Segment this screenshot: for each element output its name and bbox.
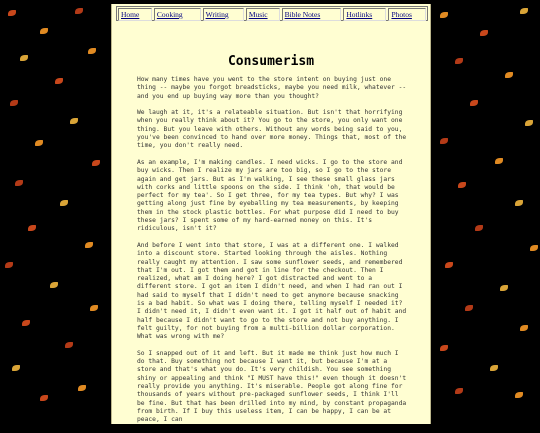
article-body: [137, 76, 407, 433]
leaf-icon: [470, 100, 478, 106]
leaf-icon: [88, 48, 96, 54]
leaf-icon: [10, 100, 18, 106]
leaf-icon: [50, 282, 58, 288]
leaf-icon: [500, 285, 508, 291]
leaf-icon: [28, 225, 36, 231]
leaf-icon: [515, 392, 523, 398]
leaf-icon: [520, 325, 528, 331]
article-paragraph: So I snapped out of it and left. But it made me think just how much I do that. Buy something not because I want it, but because I'm at a store and that's what you do. It's very childish. You see something shiny or appealing and think "I MUST have this!" even though it doesn't really provide you anything. It's miserable. People got along fine for thousands of years without pre-packaged sunflower seeds, I think I'll be fine. But that has been drilled into my mind, by constant propaganda from birth. If I buy this useless item, I can be happy, I can be at peace, I can: [137, 349, 407, 424]
leaf-icon: [60, 200, 68, 206]
leaf-icon: [15, 180, 23, 186]
leaf-icon: [490, 365, 498, 371]
nav-link-cooking[interactable]: Cooking: [154, 8, 201, 21]
article-paragraph: And before I went into that store, I was at a different one. I walked into a discount store. Started looking through the aisles. Nothing really caught my attention. I saw some sunflower seeds, and remembered that I'm out. I got them and got in line for the checkout. Then I realized, what am I doing here? I got distracted and went to a different store. I got an item I didn't need, and when I had ran out I had said to myself that I didn't need to get anymore because snacking is a bad habit. So what was I doing there, telling myself I needed it? I didn't need it, I didn't even want it. I got it half out of habit and half because I didn't want to go to the store and not buy anything. I felt guilty, for not buying from a multi-billion dollar corporation. What was wrong with me?: [137, 241, 407, 341]
leaf-icon: [520, 8, 528, 14]
leaf-icon: [475, 225, 483, 231]
nav-link-home[interactable]: Home: [118, 8, 152, 21]
leaf-icon: [458, 182, 466, 188]
nav-link-photos[interactable]: Photos: [388, 8, 426, 21]
leaf-icon: [12, 365, 20, 371]
nav-link-hotlinks[interactable]: Hotlinks: [343, 8, 386, 21]
leaf-icon: [40, 28, 48, 34]
leaf-icon: [8, 10, 16, 16]
leaf-icon: [480, 30, 488, 36]
content-page: [111, 4, 431, 424]
nav-bar: [116, 6, 428, 21]
leaf-icon: [505, 72, 513, 78]
leaf-icon: [495, 158, 503, 164]
leaf-icon: [85, 242, 93, 248]
leaf-icon: [92, 160, 100, 166]
leaf-icon: [35, 140, 43, 146]
leaf-icon: [440, 345, 448, 351]
leaf-icon: [5, 262, 13, 268]
leaf-icon: [40, 395, 48, 401]
leaf-icon: [440, 12, 448, 18]
leaf-icon: [525, 120, 533, 126]
leaf-icon: [455, 388, 463, 394]
leaf-icon: [445, 262, 453, 268]
leaf-icon: [78, 385, 86, 391]
leaf-icon: [465, 305, 473, 311]
leaf-icon: [22, 320, 30, 326]
leaf-icon: [530, 245, 538, 251]
leaf-icon: [90, 305, 98, 311]
leaf-icon: [455, 58, 463, 64]
leaf-icon: [440, 138, 448, 144]
page-title: Consumerism: [227, 54, 315, 69]
nav-link-bible-notes[interactable]: Bible Notes: [282, 8, 342, 21]
article-paragraph: How many times have you went to the store intent on buying just one thing -- maybe you forgot breadsticks, maybe you need milk, whatever -- and you end up buying way more than you thought?: [137, 76, 407, 100]
nav-link-music[interactable]: Music: [246, 8, 280, 21]
leaf-icon: [75, 8, 83, 14]
leaf-icon: [515, 200, 523, 206]
article-paragraph: As an example, I'm making candles. I need wicks. I go to the store and buy wicks. Then I realize my jars are too big, so I go to the store again and get jars. But as I'm walking, I see these small glass jars with corks and little spoons on the side. I think 'oh, that would be perfect for my tea'. So I get three, for my tea types. But why? I was getting along just fine by eyeballing my tea measurements, by keeping them in the stock plastic bottles. For what purpose did I need to buy these jars? I spent some of my hard-earned money on this. It's ridiculous, isn't it?: [137, 158, 403, 233]
leaf-icon: [65, 342, 73, 348]
article-paragraph: We laugh at it, it's a relateable situation. But isn't that horrifying when you really think about it? You go to the store, you only want one thing. But you leave with others. Without any words being said to you, you've been convinced to hand over more money. Things that, most of the time, you don't really need.: [137, 109, 407, 150]
nav-link-writing[interactable]: Writing: [203, 8, 244, 21]
leaf-icon: [55, 78, 63, 84]
leaf-icon: [20, 55, 28, 61]
leaf-icon: [70, 118, 78, 124]
